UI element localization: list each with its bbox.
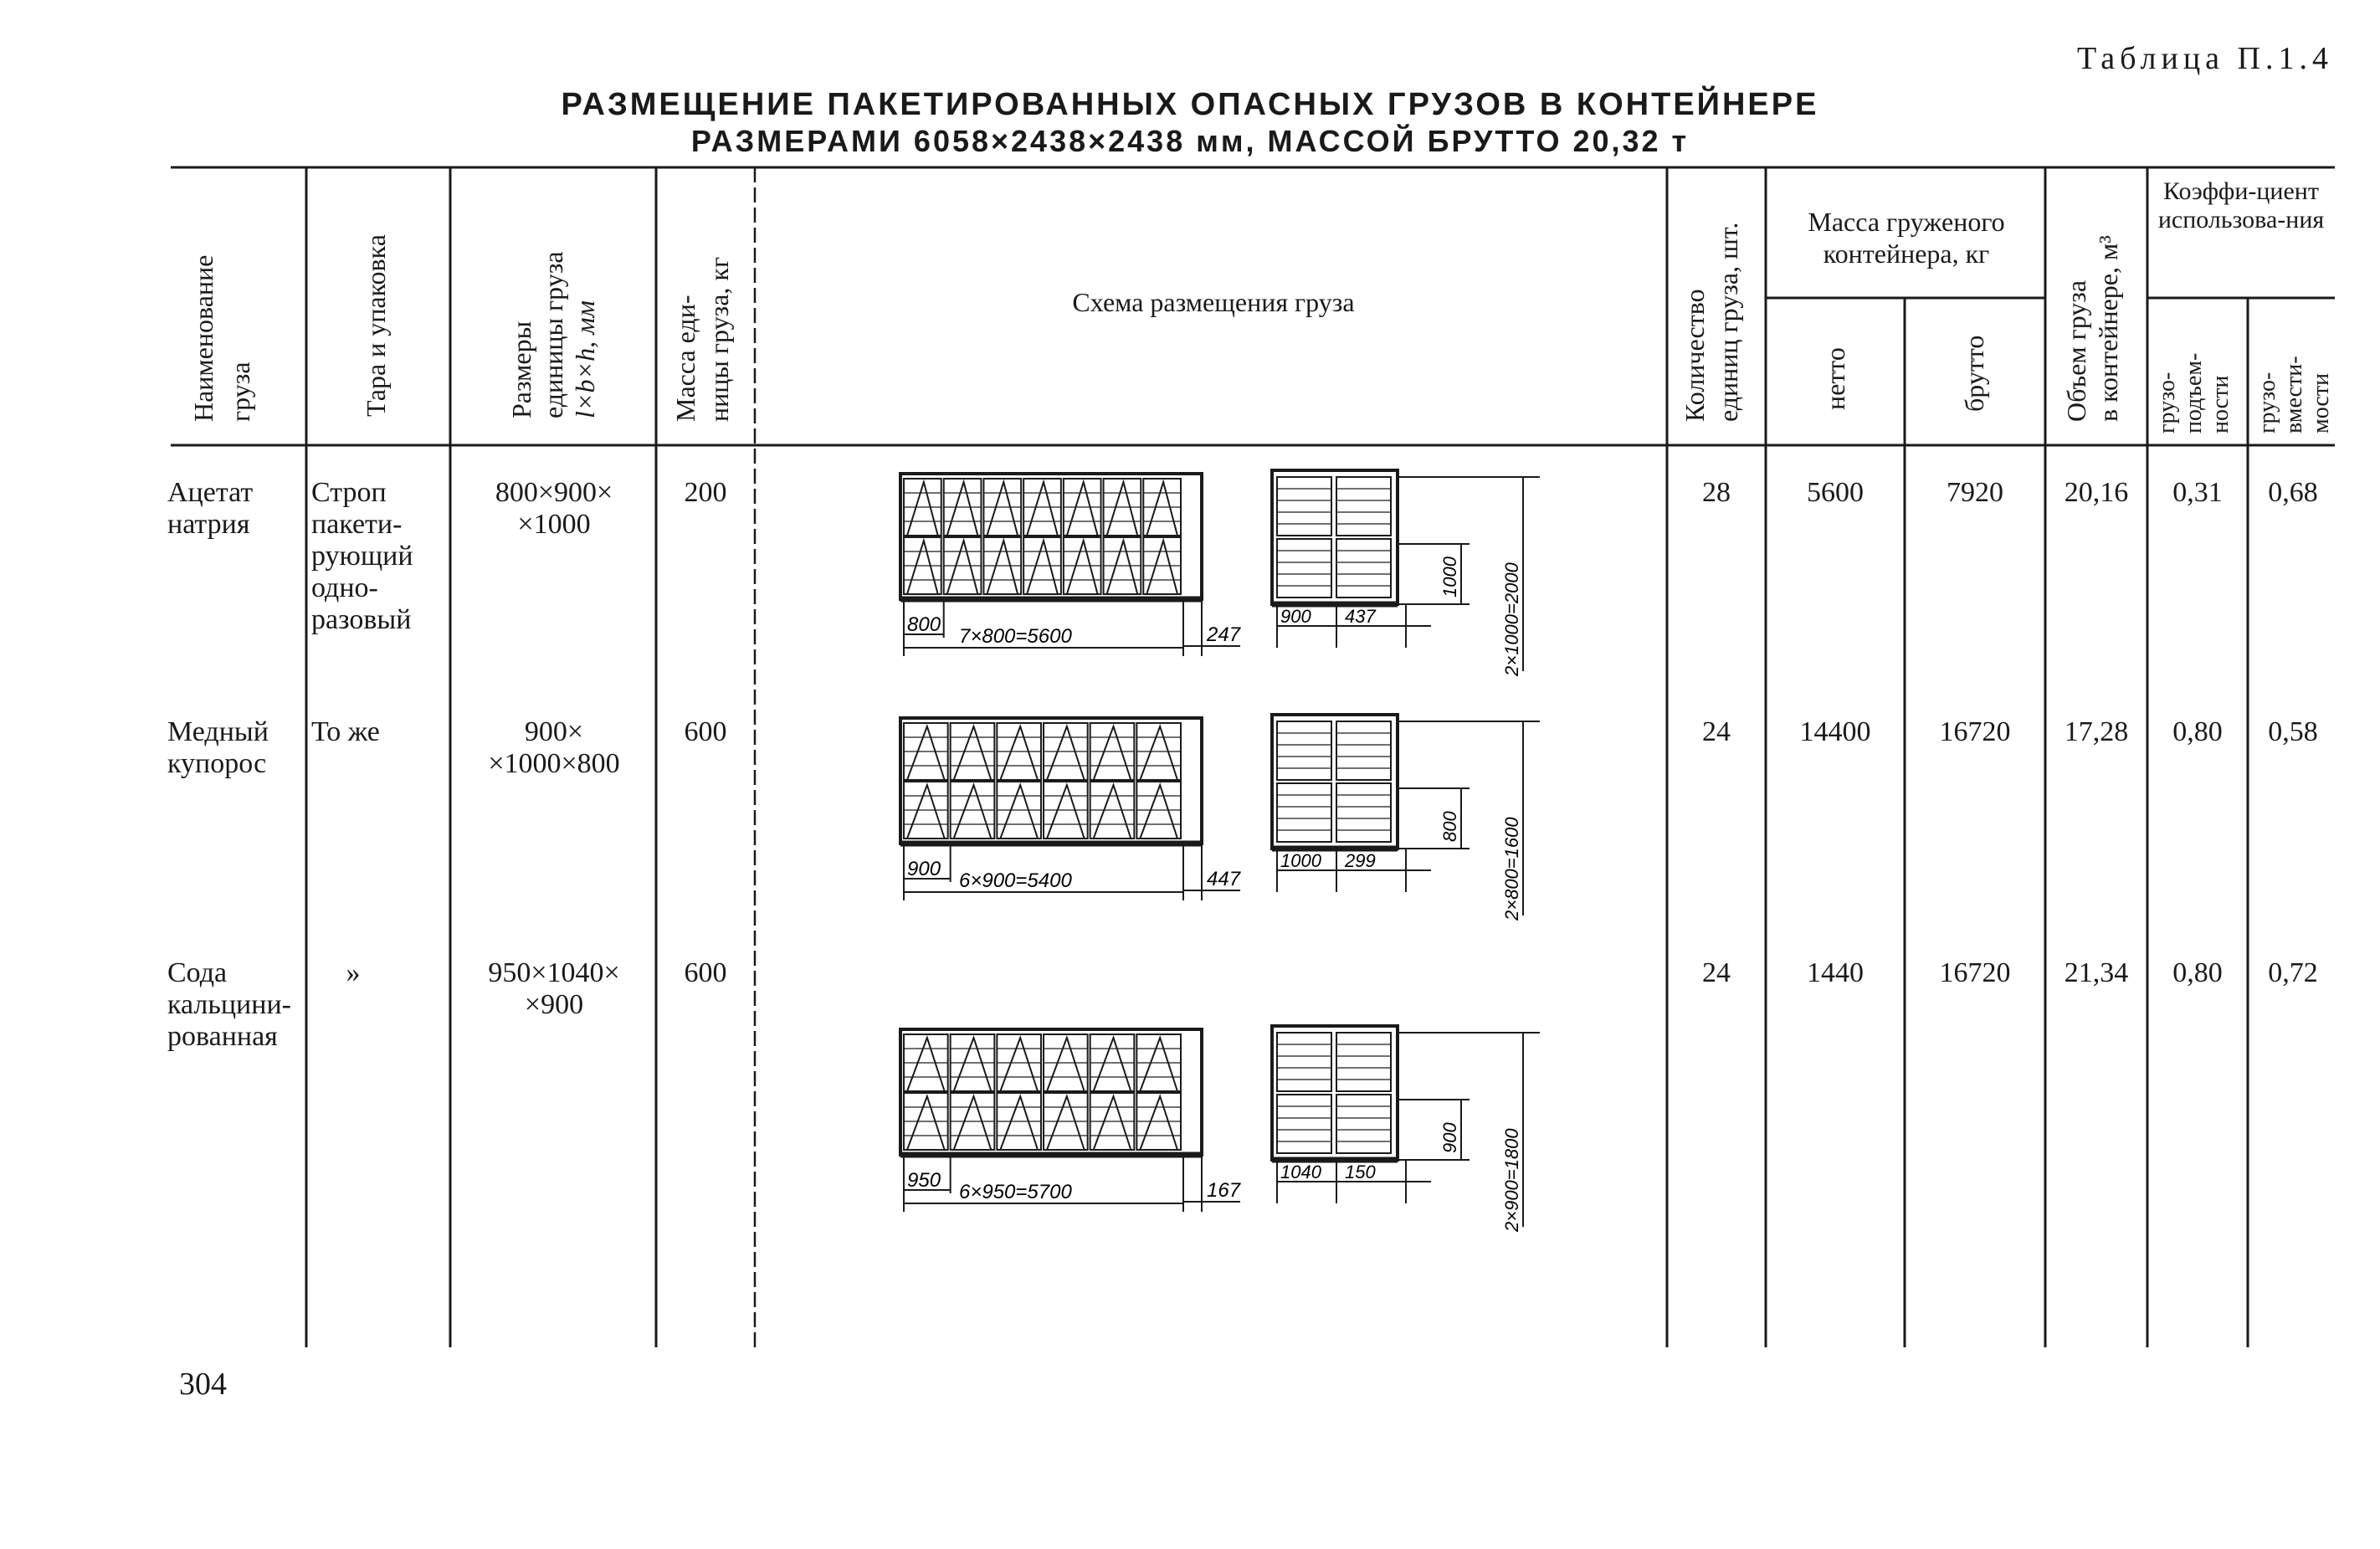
row1-dimensions: 800×900× ×1000	[495, 477, 613, 540]
sling-strap	[987, 541, 1018, 594]
row2-count: 24	[1702, 716, 1731, 747]
header-mass-line2: ницы груза, кг	[704, 256, 734, 422]
row1-packaging: Строп пакети- рующий одно- разовый	[311, 477, 413, 635]
header-count-line2: единиц груза, шт.	[1713, 222, 1743, 422]
row2-dimensions: 900× ×1000×800	[488, 716, 620, 779]
header-mass-line1: Масса еди-	[670, 295, 700, 422]
header-dimensions-line2: единицы груза	[538, 251, 568, 418]
sling-strap	[907, 1038, 945, 1091]
sling-strap	[1047, 1038, 1085, 1091]
row1-count: 28	[1702, 477, 1731, 508]
end-package	[1277, 721, 1331, 780]
sling-strap	[954, 1096, 992, 1150]
sling-strap	[1140, 1096, 1177, 1150]
sling-strap	[1047, 726, 1085, 780]
table-title-line2: РАЗМЕРАМИ 6058×2438×2438 мм, МАССОЙ БРУТТО 20,32 т	[690, 124, 1690, 158]
header-brutto: брутто	[1959, 335, 1989, 412]
row2-k-lift: 0,80	[2172, 716, 2223, 747]
sling-strap	[1000, 1096, 1038, 1150]
sling-strap	[947, 482, 978, 536]
sling-strap	[954, 785, 992, 839]
row3-netto: 1440	[1807, 957, 1864, 988]
sling-strap	[1107, 541, 1138, 594]
end-view-outline	[1272, 1026, 1398, 1160]
end-width-unit-label: 900	[1280, 606, 1311, 627]
row3-k-cap: 0,72	[2268, 957, 2318, 988]
end-package	[1336, 1095, 1391, 1153]
sling-strap	[1146, 482, 1177, 536]
end-height-formula-label: 2×1000=2000	[1501, 562, 1522, 676]
sling-strap	[907, 726, 945, 780]
dim-gap-label: 167	[1207, 1179, 1241, 1202]
sling-strap	[907, 1096, 945, 1150]
row1-name: Ацетат натрия	[167, 477, 254, 540]
row3-brutto: 16720	[1939, 957, 2011, 988]
table-number: Таблица П.1.4	[2077, 41, 2333, 76]
sling-strap	[1140, 785, 1177, 839]
row1-k-cap: 0,68	[2268, 477, 2318, 508]
header-loaded-mass: Масса груженого контейнера, кг	[1808, 207, 2005, 269]
end-package	[1277, 783, 1331, 842]
row2-k-cap: 0,58	[2268, 716, 2318, 747]
end-package	[1277, 1095, 1331, 1153]
row3-k-lift: 0,80	[2172, 957, 2223, 988]
dim-gap-label: 247	[1207, 623, 1241, 646]
dim-gap-label: 447	[1207, 868, 1241, 890]
row3-unit-mass: 600	[684, 957, 727, 988]
row2-brutto: 16720	[1939, 716, 2011, 747]
sling-strap	[1067, 482, 1098, 536]
row1-loading-scheme	[887, 462, 1573, 690]
sling-strap	[1000, 1038, 1038, 1091]
sling-strap	[947, 541, 978, 594]
header-lift-line3: ности	[2208, 375, 2234, 433]
end-package	[1336, 477, 1391, 536]
end-height-formula-label: 2×900=1800	[1501, 1128, 1522, 1232]
sling-strap	[1094, 1096, 1131, 1150]
sling-strap	[1067, 541, 1098, 594]
end-view-outline	[1272, 470, 1398, 604]
sling-strap	[1094, 1038, 1131, 1091]
end-package	[1277, 1033, 1331, 1091]
header-name	[187, 255, 219, 422]
end-width-unit-label: 1040	[1280, 1162, 1321, 1182]
end-height-unit-label: 900	[1439, 1122, 1460, 1153]
row3-packaging: »	[346, 957, 361, 988]
row1-unit-mass: 200	[684, 477, 727, 508]
dim-unit-label: 950	[907, 1169, 941, 1192]
row3-dimensions: 950×1040× ×900	[488, 957, 620, 1020]
row1-netto: 5600	[1807, 477, 1864, 508]
header-netto: нетто	[1820, 347, 1850, 410]
header-volume-line2: в контейнере, м³	[2093, 235, 2123, 422]
sling-strap	[1140, 1038, 1177, 1091]
end-height-formula-label: 2×800=1600	[1501, 817, 1522, 921]
header-dimensions-line3: l×b×h, мм	[570, 300, 600, 418]
row2-netto: 14400	[1799, 716, 1871, 747]
sling-strap	[954, 1038, 992, 1091]
header-scheme: Схема размещения груза	[1072, 287, 1355, 317]
end-width-gap-label: 150	[1345, 1162, 1376, 1182]
table-title-line1: РАЗМЕЩЕНИЕ ПАКЕТИРОВАННЫХ ОПАСНЫХ ГРУЗОВ В КОНТЕЙНЕРЕ	[561, 87, 1819, 122]
header-lift-line2: подъем-	[2181, 352, 2207, 433]
sling-strap	[1027, 482, 1058, 536]
row3-loading-scheme	[887, 1018, 1573, 1257]
dim-length-label: 7×800=5600	[959, 625, 1072, 648]
sling-strap	[1027, 541, 1058, 594]
end-height-unit-label: 1000	[1439, 557, 1460, 598]
end-package	[1277, 539, 1331, 598]
row1-k-lift: 0,31	[2172, 477, 2223, 508]
dim-length-label: 6×900=5400	[959, 869, 1072, 892]
sling-strap	[1094, 726, 1131, 780]
dim-length-label: 6×950=5700	[959, 1181, 1072, 1203]
end-width-gap-label: 299	[1345, 850, 1376, 871]
sling-strap	[1000, 726, 1038, 780]
row2-loading-scheme	[887, 706, 1573, 946]
row1-volume: 20,16	[2064, 477, 2129, 508]
sling-strap	[907, 541, 938, 594]
header-name-line1: Наименование	[188, 254, 218, 422]
header-dimensions-line1: Размеры	[506, 321, 536, 418]
header-count-line1: Количество	[1680, 289, 1710, 422]
end-width-gap-label: 437	[1345, 606, 1376, 627]
sling-strap	[1146, 541, 1177, 594]
sling-strap	[1094, 785, 1131, 839]
page-number: 304	[179, 1367, 227, 1402]
sling-strap	[1000, 785, 1038, 839]
header-cap-line3: мости	[2308, 372, 2334, 433]
end-package	[1336, 783, 1391, 842]
header-volume-line1: Объем груза	[2061, 280, 2091, 422]
sling-strap	[1047, 785, 1085, 839]
row3-count: 24	[1702, 957, 1731, 988]
sling-strap	[907, 785, 945, 839]
header-cap-line1: грузо-	[2254, 372, 2280, 433]
header-coefficient: Коэффи-циент использова-ния	[2157, 177, 2325, 233]
sling-strap	[1107, 482, 1138, 536]
row2-unit-mass: 600	[684, 716, 727, 747]
end-package	[1336, 1033, 1391, 1091]
header-lift-line1: грузо-	[2154, 372, 2180, 433]
header-packaging: Тара и упаковка	[361, 234, 391, 417]
end-package	[1336, 721, 1391, 780]
sling-strap	[1047, 1096, 1085, 1150]
sling-strap	[954, 726, 992, 780]
end-width-unit-label: 1000	[1280, 850, 1321, 871]
dim-unit-label: 800	[907, 613, 941, 636]
sling-strap	[1140, 726, 1177, 780]
end-package	[1336, 539, 1391, 598]
row3-volume: 21,34	[2064, 957, 2129, 988]
row2-name: Медный купорос	[167, 716, 269, 779]
dim-unit-label: 900	[907, 858, 941, 880]
row2-volume: 17,28	[2064, 716, 2129, 747]
row1-brutto: 7920	[1947, 477, 2003, 508]
row2-packaging: То же	[311, 716, 380, 747]
sling-strap	[907, 482, 938, 536]
end-package	[1277, 477, 1331, 536]
row3-name: Сода кальцини- рованная	[167, 957, 291, 1052]
end-view-outline	[1272, 715, 1398, 849]
sling-strap	[987, 482, 1018, 536]
header-cap-line2: вмести-	[2281, 356, 2307, 433]
end-height-unit-label: 800	[1439, 811, 1460, 842]
header-name-line2: груза	[225, 362, 255, 422]
